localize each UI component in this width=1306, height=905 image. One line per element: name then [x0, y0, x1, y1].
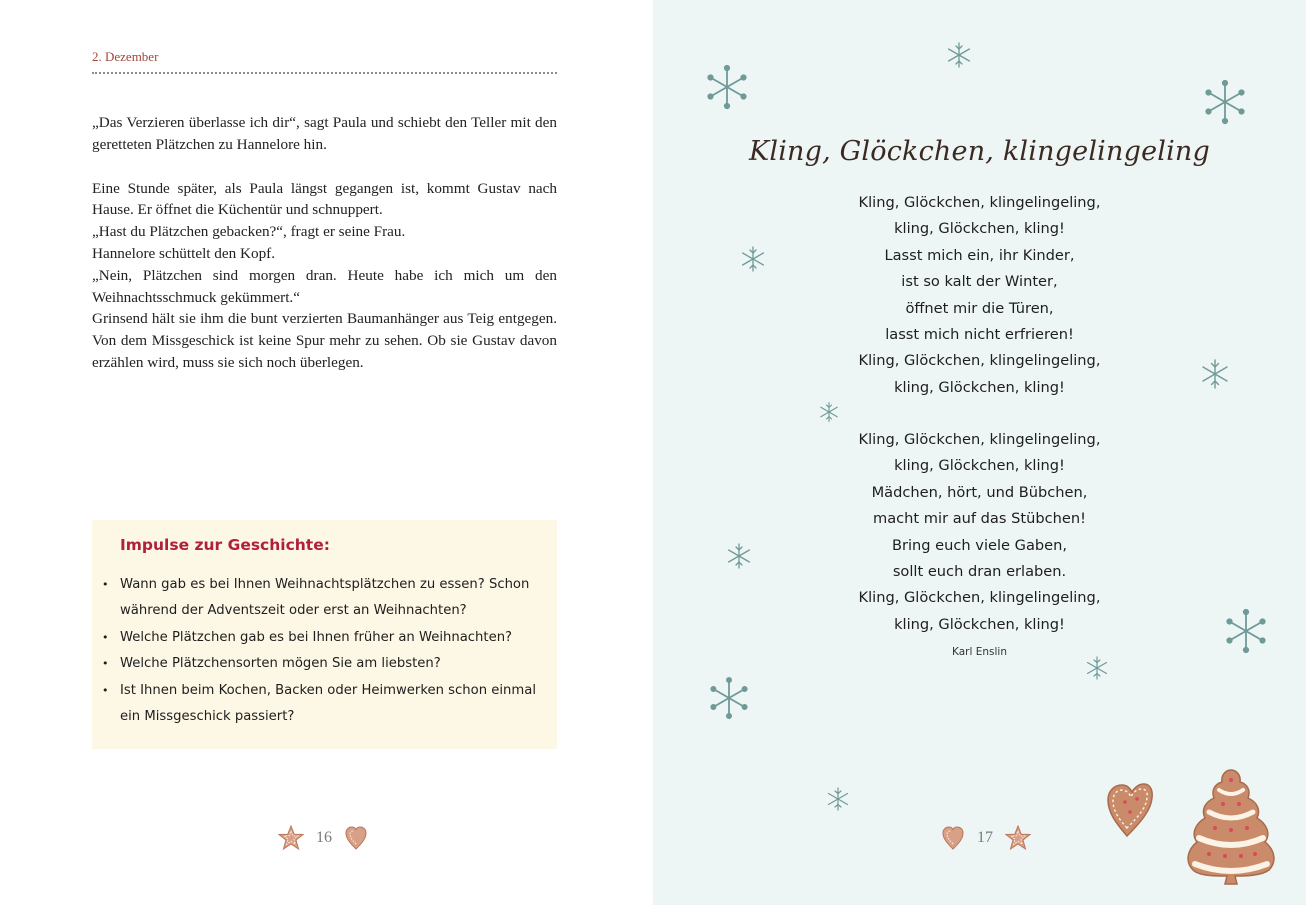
song-author: Karl Enslin: [952, 646, 1007, 658]
gingerbread-heart-icon: [1105, 782, 1155, 838]
page-number-right: [941, 826, 1031, 850]
impulse-box: [92, 520, 557, 749]
gingerbread-tree-icon: [1185, 768, 1277, 888]
verse-line: öffnet mir die Türen,: [905, 299, 1054, 317]
snowflake-icon: [824, 785, 852, 813]
gingerbread-star-icon: [278, 825, 304, 851]
story-text: [92, 112, 557, 374]
story-paragraph: „Nein, Plätzchen sind morgen dran. Heute habe ich mich um den Weihnachtsschmuck gekümmert.“: [92, 266, 557, 306]
verse-line: macht mir auf das Stübchen!: [873, 510, 1086, 528]
story-paragraph: „Hast du Plätzchen gebacken?“, fragt er seine Frau.: [92, 223, 406, 241]
snowflake-icon: [738, 244, 768, 274]
page-number: 17: [977, 829, 993, 846]
verse-line: lasst mich nicht erfrieren!: [885, 326, 1074, 344]
impulse-item: [102, 625, 542, 651]
impulse-item: [102, 651, 542, 677]
bullet-icon: •: [102, 578, 109, 591]
gingerbread-star-icon: [1005, 825, 1031, 851]
snowflake-icon: [707, 676, 751, 720]
impulse-text: Wann gab es bei Ihnen Weihnachtsplätzchen zu essen? Schon während der Adventszeit oder erst an Weihnachten?: [120, 577, 530, 619]
snowflake-icon: [1198, 357, 1232, 391]
verse-line: Mädchen, hört, und Bübchen,: [871, 483, 1088, 501]
impulse-list: [102, 572, 542, 730]
header-dotted-rule: [92, 72, 557, 74]
snowflake-icon: [1083, 654, 1111, 682]
stanza-2: [653, 427, 1306, 638]
verse-line: Bring euch viele Gaben,: [891, 536, 1068, 554]
story-paragraph: Hannelore schüttelt den Kopf.: [92, 244, 276, 262]
bullet-icon: •: [102, 630, 109, 644]
impulse-text: Welche Plätzchensorten mögen Sie am liebsten?: [120, 656, 441, 672]
snowflake-icon: [724, 541, 754, 571]
verse-line: Kling, Glöckchen, klingelingeling,: [858, 431, 1101, 448]
verse-line: kling, Glöckchen, kling!: [894, 615, 1065, 633]
snowflake-icon: [944, 40, 974, 70]
verse-line: Kling, Glöckchen, klingelingeling,: [858, 352, 1101, 370]
snowflake-icon: [704, 64, 750, 110]
story-paragraph: „Das Verzieren überlasse ich dir“, sagt Paula und schiebt den Teller mit den geretteten Plätzchen zu Hannelore hin.: [92, 114, 557, 153]
verse-line: Kling, Glöckchen, klingelingeling,: [858, 589, 1101, 607]
snowflake-icon: [1202, 79, 1248, 125]
impulse-item: [102, 572, 542, 625]
snowflake-icon: [1223, 608, 1269, 654]
verse-line: sollt euch dran erlaben.: [892, 563, 1067, 581]
impulse-item: [102, 678, 542, 731]
paragraph-gap: [92, 156, 557, 178]
story-paragraph: Eine Stunde später, als Paula längst gegangen ist, kommt Gustav nach Hause. Er öffnet die Küchentür und schnuppert.: [92, 179, 557, 219]
verse-line: kling, Glöckchen, kling!: [894, 378, 1065, 396]
bullet-icon: •: [102, 683, 109, 697]
song-title: Kling, Glöckchen, klingelingeling: [748, 136, 1210, 167]
verse-line: kling, Glöckchen, kling!: [894, 457, 1065, 475]
gingerbread-heart-icon: [941, 825, 965, 851]
page-number-left: [278, 826, 368, 850]
verse-line: ist so kalt der Winter,: [901, 273, 1058, 291]
bullet-icon: •: [102, 657, 109, 671]
impulse-text: Welche Plätzchen gab es bei Ihnen früher an Weihnachten?: [120, 629, 513, 645]
verse-line: Kling, Glöckchen, klingelingeling,: [858, 194, 1101, 211]
running-head: 2. Dezember: [92, 49, 159, 64]
page-number: 16: [316, 829, 332, 846]
story-paragraph: Grinsend hält sie ihm die bunt verzierten Baumanhänger aus Teig entgegen. Von dem Missgeschick ist keine Spur mehr zu sehen. Ob sie Gustav davon erzählen wird, muss sie sich noch überlegen.: [92, 310, 557, 371]
gingerbread-heart-icon: [344, 825, 368, 851]
verse-line: kling, Glöckchen, kling!: [894, 220, 1065, 238]
impulse-title: Impulse zur Geschichte:: [120, 536, 330, 554]
verse-line: Lasst mich ein, ihr Kinder,: [884, 246, 1075, 264]
snowflake-icon: [817, 400, 841, 424]
impulse-text: Ist Ihnen beim Kochen, Backen oder Heimwerken schon einmal ein Missgeschick passiert?: [120, 682, 536, 725]
